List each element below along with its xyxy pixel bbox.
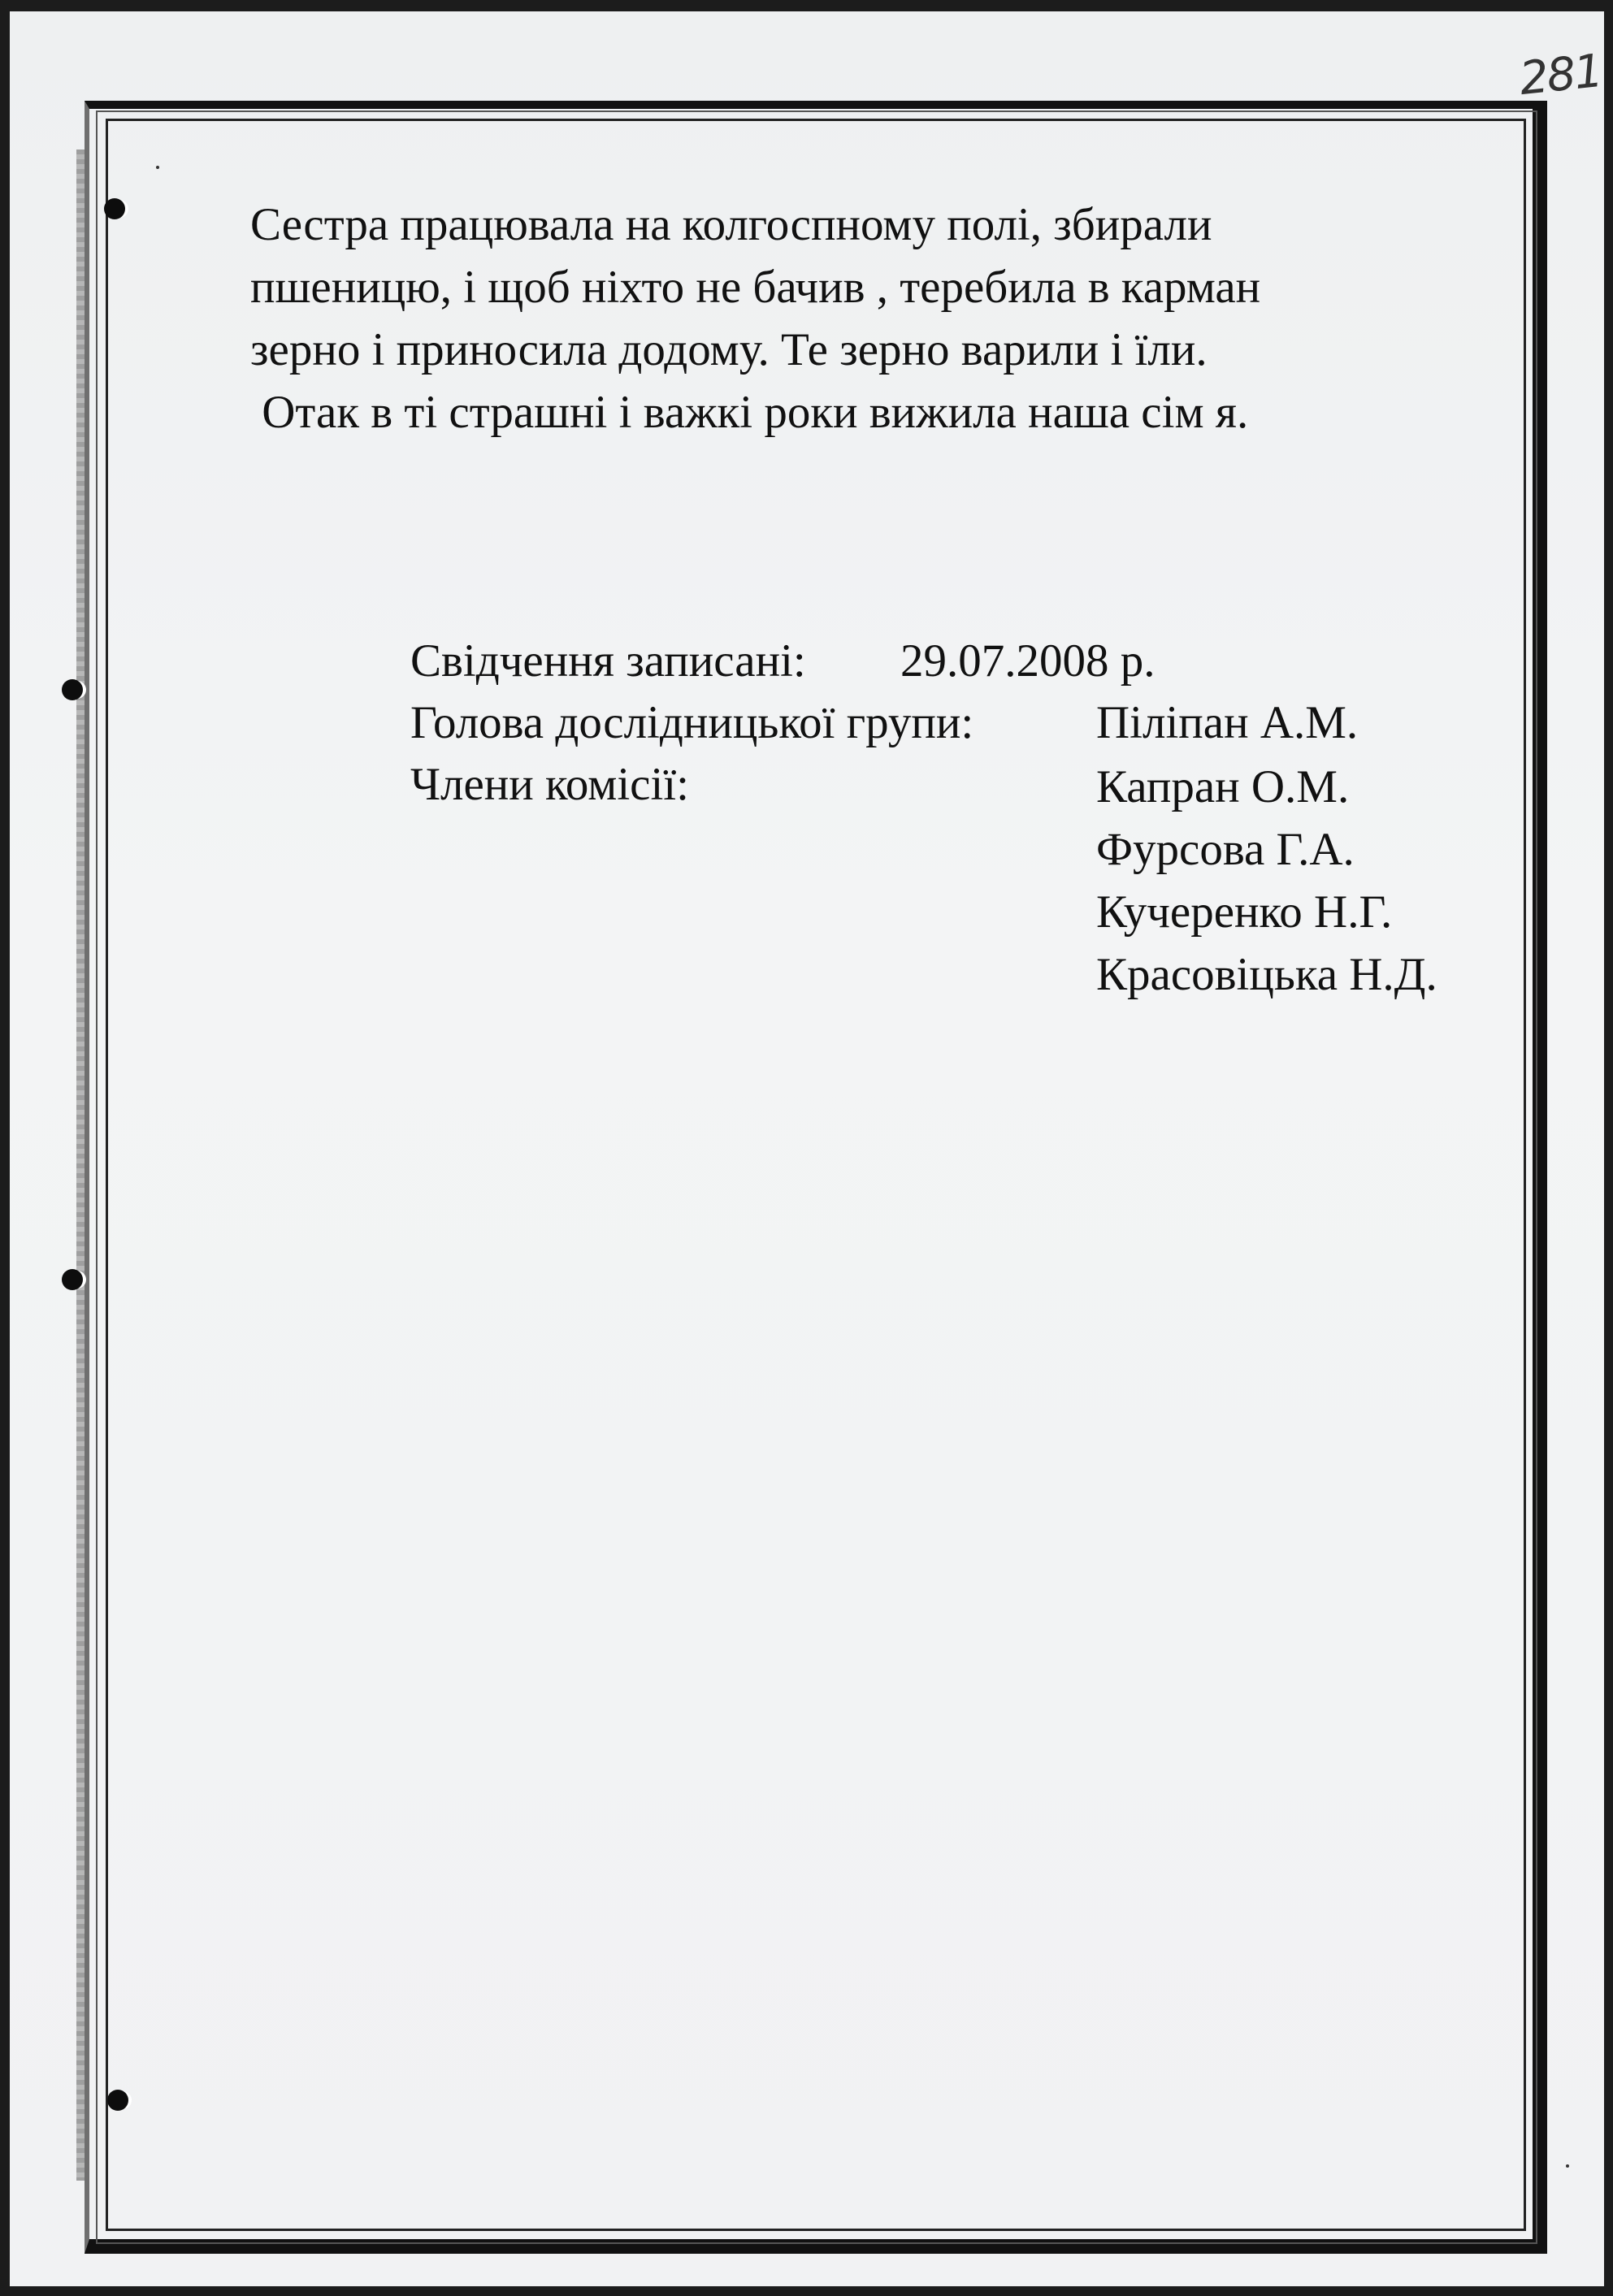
speck bbox=[1566, 2164, 1569, 2168]
head-label: Голова дослідницької групи: bbox=[410, 697, 974, 748]
head-value: Піліпан А.М. bbox=[1096, 697, 1359, 748]
member-name: Красовіцька Н.Д. bbox=[1096, 949, 1437, 1000]
member-name: Фурсова Г.А. bbox=[1096, 824, 1355, 875]
member-name: Кучеренко Н.Г. bbox=[1096, 886, 1393, 938]
members-label: Члени комісії: bbox=[410, 759, 689, 810]
record-date-value: 29.07.2008 р. bbox=[900, 635, 1156, 687]
testimony-line: Сестра працювала на колгоспному полі, збирали bbox=[250, 199, 1212, 250]
testimony-line: зерно і приносила додому. Те зерно варили і їли. bbox=[250, 324, 1208, 375]
record-date-label: Свідчення записані: bbox=[410, 635, 806, 687]
punch-hole-upper-middle bbox=[62, 679, 83, 700]
punch-hole-top bbox=[104, 198, 125, 219]
punch-hole-bottom bbox=[107, 2090, 128, 2111]
testimony-line: Отак в ті страшні і важкі роки вижила наша сім я. bbox=[250, 387, 1249, 438]
document-page bbox=[10, 11, 1604, 2286]
speck bbox=[156, 166, 159, 169]
testimony-line: пшеницю, і щоб ніхто не бачив , теребила в карман bbox=[250, 262, 1261, 313]
punch-hole-lower-middle bbox=[62, 1269, 83, 1290]
members-list bbox=[1096, 756, 1437, 1006]
testimony-text bbox=[250, 193, 1485, 444]
handwritten-page-number: 281 bbox=[1516, 44, 1605, 106]
member-name: Капран О.М. bbox=[1096, 761, 1350, 812]
